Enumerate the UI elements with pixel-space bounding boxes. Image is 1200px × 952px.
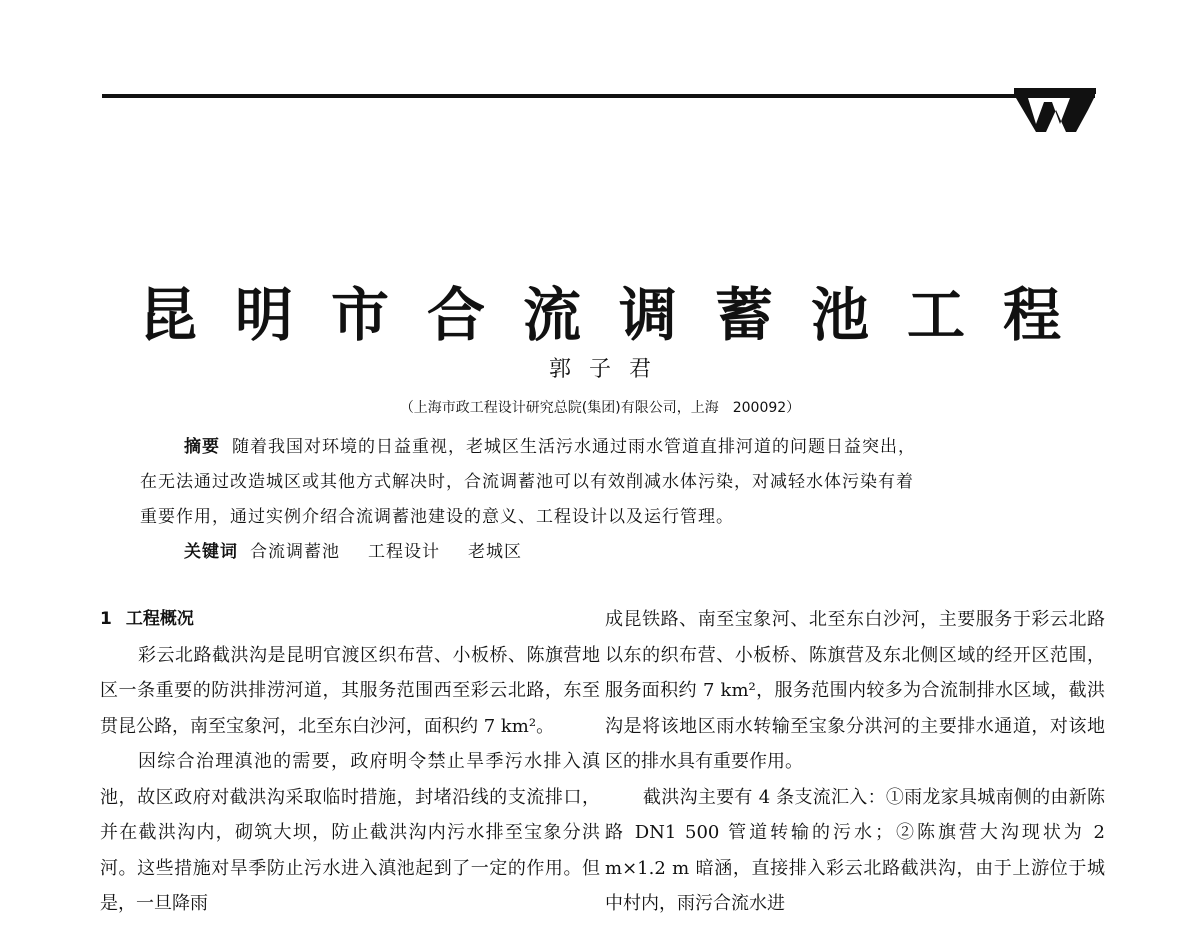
body-paragraph: 成昆铁路、南至宝象河、北至东白沙河，主要服务于彩云北路以东的织布营、小板桥、陈旗营及东北侧区域的经开区范围，服务面积约 7 km²，服务范围内较多为合流制排水区域，截洪沟是将该地区雨水转输至宝象分洪河的主要排水通道，对该地区的排水具有重要作用。 (605, 609, 1105, 772)
body-paragraph: 因综合治理滇池的需要，政府明令禁止旱季污水排入滇池，故区政府对截洪沟采取临时措施，封堵沿线的支流排口，并在截洪沟内，砌筑大坝，防止截洪沟内污水排至宝象分洪河。这些措施对旱季防止污水进入滇池起到了一定的作用。但是，一旦降雨 (100, 751, 600, 914)
right-column (605, 602, 1105, 922)
body-paragraph: 彩云北路截洪沟是昆明官渡区织布营、小板桥、陈旗营地区一条重要的防洪排涝河道，其服务范围西至彩云北路，东至贯昆公路，南至宝象河，北至东白沙河，面积约 7 km²。 (100, 644, 600, 737)
abstract-line-1: 摘要 随着我国对环境的日益重视，老城区生活污水通过雨水管道直排河道的问题日益突出， (184, 437, 916, 457)
keyword: 合流调蓄池 (250, 542, 340, 562)
abstract-label: 摘要 (184, 437, 220, 457)
section-heading: 1 工程概况 (100, 609, 194, 629)
article-author: 郭子君 (548, 357, 669, 382)
abstract-block (140, 430, 1070, 570)
header-rule (102, 94, 1095, 98)
author-affiliation: （上海市政工程设计研究总院(集团)有限公司，上海 200092） (399, 400, 801, 416)
body-paragraph: 截洪沟主要有 4 条支流汇入：①雨龙家具城南侧的由新陈路 DN1 500 管道转输的污水；②陈旗营大沟现状为 2 m×1.2 m 暗涵，直接排入彩云北路截洪沟，由于上游位于城中村内，雨污合流水进 (605, 786, 1105, 914)
keyword: 老城区 (468, 542, 522, 562)
keyword: 工程设计 (368, 542, 440, 562)
left-column (100, 602, 600, 922)
abstract-line-2: 在无法通过改造城区或其他方式解决时，合流调蓄池可以有效削减水体污染，对减轻水体污染有着 (140, 472, 914, 492)
journal-w-logo (1014, 88, 1096, 134)
abstract-line-3: 重要作用，通过实例介绍合流调蓄池建设的意义、工程设计以及运行管理。 (140, 507, 734, 527)
keywords-label: 关键词 (184, 542, 238, 562)
keywords-line (140, 535, 1070, 570)
article-title: 昆明市合流调蓄池工程 (138, 281, 1099, 349)
